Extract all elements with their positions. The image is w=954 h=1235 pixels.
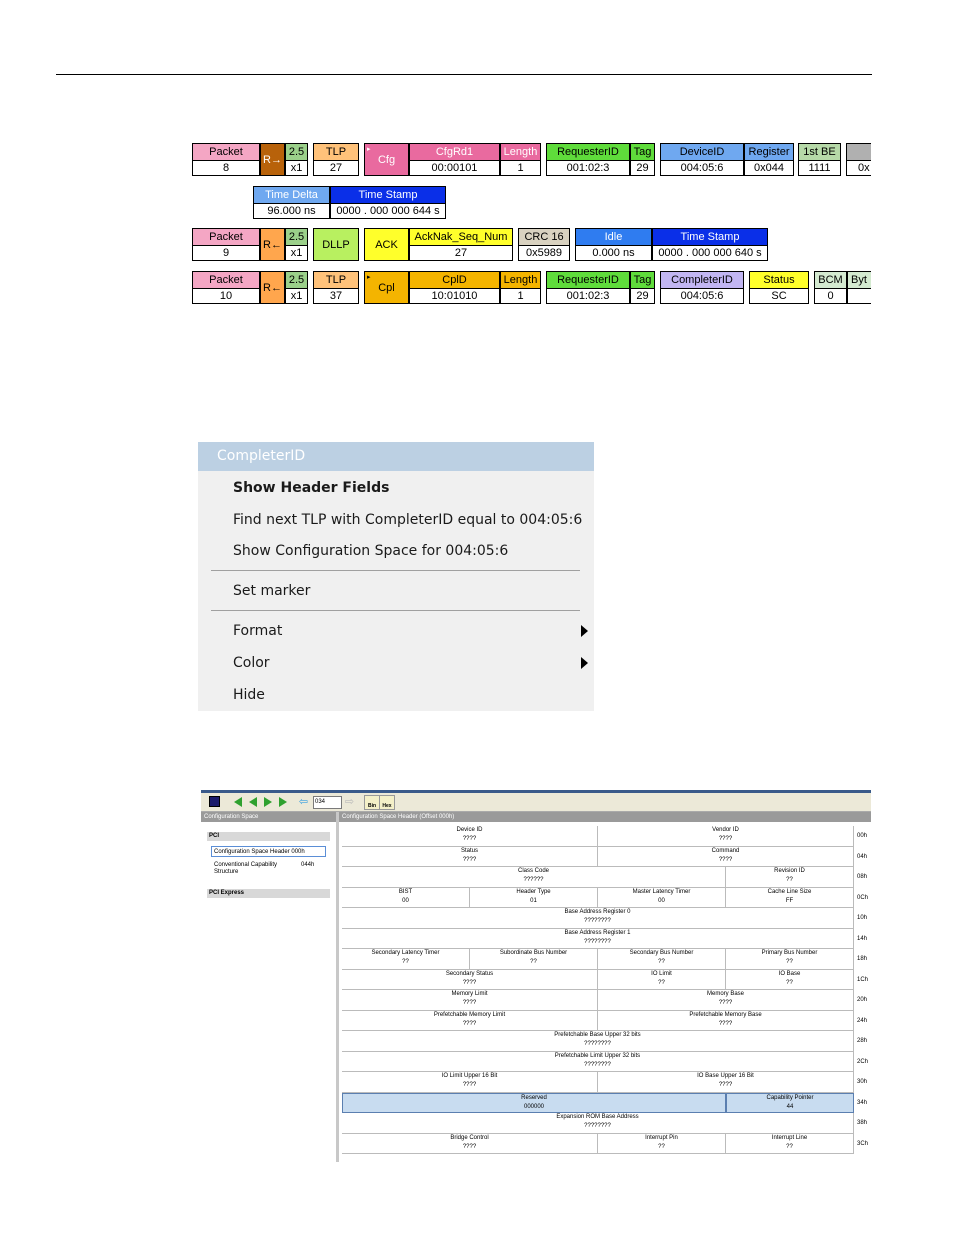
tree-item-offset: 044h (301, 862, 315, 868)
register-name: Command (711, 847, 740, 854)
register-name: Prefetchable Memory Limit (433, 1011, 506, 1018)
tlp-number: 37 (314, 288, 358, 304)
field-header: CfgRd1 (435, 145, 474, 158)
register-value: ???? (718, 1020, 733, 1027)
register-field[interactable] (342, 1052, 854, 1073)
tlp-label: TLP (325, 273, 347, 286)
submenu-arrow-icon (581, 657, 588, 669)
bin-button[interactable]: Bin (364, 795, 380, 810)
menu-item-find-next-tlp[interactable]: Find next TLP with CompleterID equal to 004:05:6 (233, 512, 583, 528)
direction-cell[interactable]: R← (260, 271, 285, 304)
register-value: 00 (658, 897, 665, 904)
register-value: 000000 (523, 1103, 545, 1110)
register-field[interactable] (342, 1093, 726, 1114)
register-value: ?? (658, 959, 665, 965)
field-value: 0.000 ns (576, 245, 651, 261)
register-value: 01 (530, 897, 537, 904)
register-value: ???? (462, 836, 477, 842)
register-field[interactable] (726, 1134, 854, 1155)
register-field[interactable] (598, 990, 854, 1011)
lane-width: x1 (286, 160, 307, 176)
register-value: ???? (718, 836, 733, 842)
register-field[interactable] (726, 867, 854, 888)
field-value: 0x5989 (519, 245, 569, 261)
register-name: Subordinate Bus Number (499, 950, 568, 956)
time-stamp-cell[interactable] (652, 228, 768, 261)
status-cell[interactable] (749, 271, 809, 304)
field-value (848, 288, 871, 304)
register-value: ???? (462, 856, 477, 863)
register-name: Secondary Status (445, 970, 494, 977)
first-be-cell[interactable] (798, 143, 841, 176)
register-field[interactable] (342, 1113, 854, 1134)
menu-item-show-header-fields[interactable]: Show Header Fields (233, 480, 390, 496)
direction-cell[interactable]: R→ (260, 143, 285, 176)
panel-title: Configuration Space (201, 812, 336, 822)
menu-item-show-config-space[interactable]: Show Configuration Space for 004:05:6 (233, 543, 509, 559)
register-offset: 3Ch (857, 1140, 869, 1147)
register-value: ???????? (584, 1123, 611, 1129)
register-value: ???????? (584, 1061, 611, 1068)
device-id-cell[interactable] (660, 143, 744, 176)
link-speed-cell[interactable] (285, 143, 308, 176)
save-icon[interactable] (208, 795, 221, 808)
link-speed-cell[interactable] (285, 228, 308, 261)
field-value: 00:00101 (410, 160, 499, 176)
register-value: ???? (462, 1143, 477, 1150)
register-offset: 0Ch (857, 894, 869, 901)
register-name: BIST (398, 888, 413, 895)
register-value: ?? (786, 959, 793, 965)
field-header: Byt (851, 273, 867, 286)
tree-item-conventional-capability[interactable] (214, 862, 289, 876)
register-field[interactable] (342, 867, 726, 888)
menu-item-color[interactable]: Color (233, 655, 270, 671)
register-field[interactable] (342, 888, 470, 909)
register-value: ???? (718, 1082, 733, 1088)
register-offset: 14h (857, 935, 868, 942)
register-offset: 38h (857, 1120, 868, 1126)
lane-width: x1 (286, 288, 307, 304)
register-offset: 2Ch (857, 1058, 869, 1065)
acknak-seq-cell[interactable] (409, 228, 513, 261)
bcm-cell[interactable] (814, 271, 847, 304)
register-value: ???????? (584, 918, 611, 924)
go-forward-icon[interactable]: ⇨ (344, 796, 355, 808)
register-name: Secondary Latency Timer (371, 950, 440, 956)
field-header: Tag (633, 145, 652, 158)
register-name: Prefetchable Memory Base (689, 1011, 762, 1018)
packet-number-cell[interactable] (192, 143, 260, 176)
register-field[interactable] (726, 970, 854, 991)
register-value: ???? (718, 1000, 733, 1006)
field-header: 1st BE (803, 145, 836, 158)
register-value: ?? (786, 877, 793, 883)
speed-value: 2.5 (288, 273, 305, 286)
field-header: RequesterID (557, 145, 619, 158)
truncated-cell[interactable] (846, 143, 871, 176)
register-field[interactable] (342, 1031, 854, 1052)
register-name: Vendor ID (712, 827, 739, 833)
cfg-type-cell[interactable]: ▸ Cfg (364, 143, 409, 176)
field-header: AckNak_Seq_Num (414, 230, 508, 243)
register-offset: 00h (857, 833, 868, 839)
direction-cell[interactable]: R← (260, 228, 285, 261)
field-header: Tag (633, 273, 652, 286)
field-value: 0000 . 000 000 640 s (653, 245, 767, 261)
register-name: Base Address Register 0 (564, 909, 631, 915)
menu-item-hide[interactable]: Hide (233, 687, 265, 703)
register-field[interactable] (598, 1011, 854, 1032)
cpl-label: Cpl (378, 281, 395, 294)
tlp-label: TLP (325, 145, 347, 158)
register-name: Cache Line Size (767, 888, 812, 895)
register-value: ???????? (584, 1041, 611, 1047)
field-header: Register (748, 145, 790, 158)
register-name: Status (460, 847, 478, 854)
field-value: 1111 (799, 160, 840, 176)
register-name: Master Latency Timer (632, 888, 691, 895)
register-field[interactable] (598, 1134, 726, 1155)
register-name: Bridge Control (450, 1134, 489, 1141)
field-value: 29 (631, 160, 654, 176)
register-value: ?? (658, 1143, 665, 1150)
menu-item-format[interactable]: Format (233, 623, 283, 639)
register-name: IO Base Upper 16 Bit (697, 1073, 754, 1079)
cfgrd1-cell[interactable] (409, 143, 500, 176)
field-header: DeviceID (679, 145, 725, 158)
idle-cell[interactable] (575, 228, 652, 261)
packet-label: Packet (209, 230, 243, 243)
go-back-icon[interactable]: ⇦ (298, 796, 309, 808)
field-header: BCM (818, 273, 843, 286)
requester-id-cell[interactable] (546, 271, 630, 304)
register-value: ???? (462, 1082, 477, 1088)
field-header: Length (503, 273, 538, 286)
tag-cell[interactable] (630, 271, 655, 304)
register-field[interactable] (342, 970, 598, 991)
register-field[interactable] (342, 847, 598, 868)
field-header: Idle (604, 230, 623, 243)
tlp-cell[interactable] (313, 271, 359, 304)
register-offset: 20h (857, 997, 868, 1003)
time-delta-cell[interactable] (253, 186, 330, 219)
register-name: Base Address Register 1 (564, 929, 631, 936)
register-value: ?? (402, 959, 409, 965)
completer-id-cell[interactable] (660, 271, 744, 304)
menu-title: CompleterID (198, 442, 594, 471)
length-cell[interactable] (500, 271, 541, 304)
field-value: 0000 . 000 000 644 s (331, 203, 445, 219)
register-value: ???? (462, 1000, 477, 1006)
register-offset: 24h (857, 1017, 868, 1024)
field-value: SC (750, 288, 808, 304)
register-field[interactable] (598, 970, 726, 991)
cpl-type-cell[interactable]: ▸ Cpl (364, 271, 409, 304)
packet-number-cell[interactable] (192, 228, 260, 261)
register-value: ?? (786, 979, 793, 986)
register-field[interactable] (726, 1093, 854, 1114)
field-header: Length (503, 145, 538, 158)
tree-item-label: Conventional Capability Structure (214, 862, 278, 875)
register-name: Primary Bus Number (761, 950, 818, 956)
register-offset: 04h (857, 853, 868, 860)
group-pci[interactable]: PCI (207, 832, 330, 841)
register-name: IO Limit (651, 970, 672, 977)
last-icon[interactable] (276, 795, 289, 808)
register-field[interactable] (342, 990, 598, 1011)
register-name: Memory Base (706, 991, 744, 997)
register-name: Revision ID (774, 868, 805, 874)
field-header: Status (763, 273, 795, 286)
register-name: IO Base (778, 970, 801, 977)
register-field[interactable] (342, 1134, 598, 1155)
packet-number: 10 (193, 288, 259, 304)
packet-number-cell[interactable] (192, 271, 260, 304)
register-offset: 30h (857, 1079, 868, 1085)
register-name: Reserved (521, 1094, 547, 1101)
next-icon[interactable] (261, 795, 274, 808)
field-value: 27 (410, 245, 512, 261)
register-name: Prefetchable Base Upper 32 bits (554, 1032, 641, 1038)
group-pci-express[interactable]: PCI Express (207, 889, 330, 898)
field-header: RequesterID (557, 273, 619, 286)
register-offset: 08h (857, 874, 868, 880)
register-name: Expansion ROM Base Address (556, 1114, 639, 1120)
byte-count-cell[interactable] (847, 271, 871, 304)
menu-separator (211, 610, 580, 611)
field-value: 1 (501, 160, 540, 176)
field-value: 10:01010 (410, 288, 499, 304)
page-rule (56, 74, 872, 75)
offset-input[interactable]: 034 (313, 796, 342, 809)
field-value: 001:02:3 (547, 288, 629, 304)
requester-id-cell[interactable] (546, 143, 630, 176)
field-value: 004:05:6 (661, 160, 743, 176)
register-name: Device ID (456, 827, 483, 833)
register-value: ?? (530, 959, 537, 965)
register-field[interactable] (598, 888, 726, 909)
register-value: ???? (462, 979, 477, 986)
speed-value: 2.5 (288, 145, 305, 158)
menu-separator (211, 570, 580, 571)
register-field[interactable] (342, 826, 598, 847)
register-value: 00 (402, 897, 409, 904)
tag-cell[interactable] (630, 143, 655, 176)
time-stamp-cell[interactable] (330, 186, 446, 219)
register-value: FF (785, 897, 794, 904)
dllp-cell[interactable]: DLLP (313, 228, 359, 261)
register-offset: 10h (857, 915, 868, 921)
field-header: CRC 16 (524, 230, 564, 243)
field-header: CplD (442, 273, 467, 286)
field-value: 1 (501, 288, 540, 304)
cfg-label: Cfg (377, 153, 396, 166)
menu-item-set-marker[interactable]: Set marker (233, 583, 311, 599)
register-name: Interrupt Pin (645, 1134, 678, 1141)
register-offset: 18h (857, 956, 868, 962)
field-value: 0 (815, 288, 846, 304)
packet-label: Packet (209, 145, 243, 158)
register-field[interactable] (470, 888, 598, 909)
register-field[interactable] (726, 949, 854, 970)
register-offset: 28h (857, 1038, 868, 1044)
first-icon[interactable] (231, 795, 244, 808)
register-value: ???? (718, 856, 733, 863)
length-cell[interactable] (500, 143, 541, 176)
configuration-space-window (201, 790, 871, 1162)
link-speed-cell[interactable] (285, 271, 308, 304)
register-name: Class Code (517, 868, 549, 874)
register-offset: 1Ch (857, 976, 869, 983)
packet-trace-view (188, 138, 871, 309)
cpld-cell[interactable] (409, 271, 500, 304)
register-field[interactable] (598, 847, 854, 868)
hex-button[interactable]: Hex (379, 795, 395, 810)
register-field[interactable] (598, 1072, 854, 1093)
register-name: Capability Pointer (766, 1094, 814, 1101)
register-name: IO Limit Upper 16 Bit (441, 1073, 498, 1079)
field-header: CompleterID (671, 273, 733, 286)
register-value: ???????? (584, 938, 611, 945)
field-value: 0x (847, 160, 871, 176)
field-header: Time Stamp (680, 230, 740, 243)
register-name: Memory Limit (451, 991, 488, 997)
context-menu (198, 442, 594, 711)
speed-value: 2.5 (288, 230, 305, 243)
register-value: ?????? (523, 877, 544, 883)
register-field[interactable] (342, 949, 470, 970)
field-value: 001:02:3 (547, 160, 629, 176)
submenu-arrow-icon (581, 625, 588, 637)
register-name: Header Type (516, 888, 551, 895)
packet-label: Packet (209, 273, 243, 286)
register-value: ???? (462, 1020, 477, 1027)
register-name: Interrupt Line (771, 1134, 808, 1141)
register-value: ?? (658, 979, 665, 986)
packet-number: 9 (193, 245, 259, 261)
register-field[interactable] (726, 888, 854, 909)
register-field[interactable] (470, 949, 598, 970)
tree-item-config-header[interactable]: Configuration Space Header 000h (211, 846, 326, 857)
field-value: 29 (631, 288, 654, 304)
register-field[interactable] (598, 826, 854, 847)
register-field[interactable] (342, 1011, 598, 1032)
field-value: 004:05:6 (661, 288, 743, 304)
config-header-panel (339, 812, 871, 1162)
field-header (847, 144, 871, 160)
field-header: Time Stamp (358, 188, 418, 201)
register-name: Prefetchable Limit Upper 32 bits (554, 1052, 641, 1059)
ack-cell[interactable]: ACK (364, 228, 409, 261)
field-header: Time Delta (265, 188, 318, 201)
config-tree-panel (201, 812, 339, 1162)
previous-icon[interactable] (246, 795, 259, 808)
register-name: Secondary Bus Number (629, 950, 694, 956)
toolbar (201, 793, 871, 812)
packet-number: 8 (193, 160, 259, 176)
lane-width: x1 (286, 245, 307, 261)
register-offset: 34h (857, 1099, 868, 1106)
register-cell[interactable] (744, 143, 794, 176)
tlp-cell[interactable] (313, 143, 359, 176)
tlp-number: 27 (314, 160, 358, 176)
field-value: 96.000 ns (254, 203, 329, 219)
register-field[interactable] (598, 949, 726, 970)
field-value: 0x044 (745, 160, 793, 176)
register-field[interactable] (342, 908, 854, 929)
register-field[interactable] (342, 1072, 598, 1093)
register-field[interactable] (342, 929, 854, 950)
panel-title: Configuration Space Header (Offset 000h) (339, 812, 871, 822)
crc16-cell[interactable] (518, 228, 570, 261)
register-value: 44 (786, 1103, 794, 1110)
register-value: ?? (786, 1143, 793, 1150)
